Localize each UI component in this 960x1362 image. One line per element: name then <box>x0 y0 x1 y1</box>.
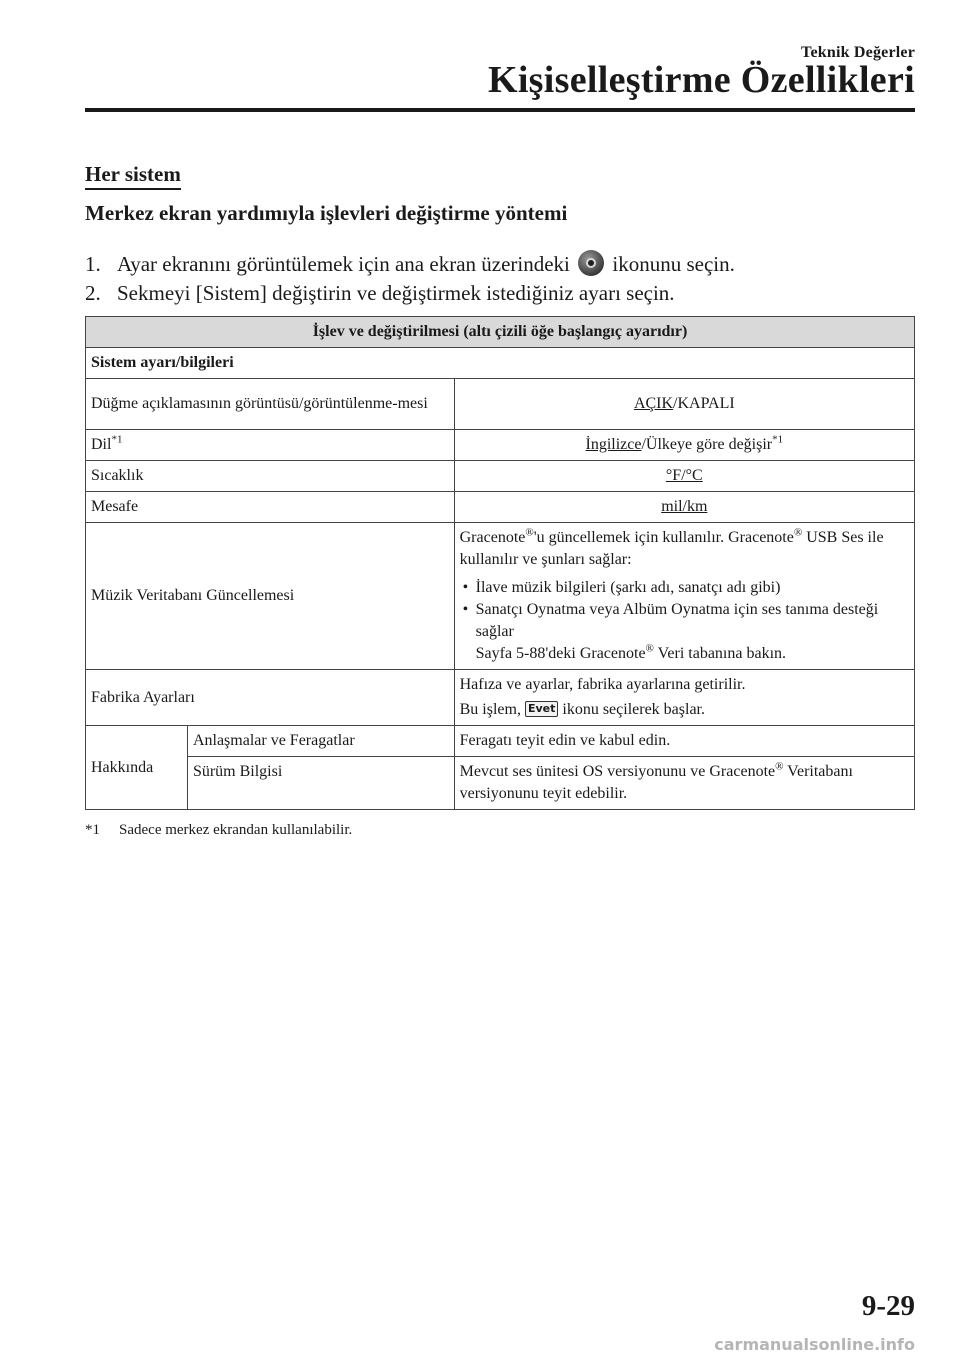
page-number: 9-29 <box>861 1290 915 1322</box>
step-list <box>85 250 915 308</box>
table-row <box>86 523 915 670</box>
step-item <box>85 250 915 279</box>
table-row <box>86 757 915 810</box>
table-row <box>86 670 915 726</box>
factory-line <box>460 699 909 721</box>
music-db-intro <box>460 527 909 571</box>
registered-mark: ® <box>645 642 654 655</box>
table-header-row <box>86 317 915 348</box>
row-label <box>86 430 455 461</box>
text-part: ikonu seçilerek başlar. <box>562 701 705 718</box>
settings-table <box>85 316 915 810</box>
sub-row-label: Anlaşmalar ve Feragatlar <box>187 726 454 757</box>
list-item: • Sanatçı Oynatma veya Albüm Oynatma için ses tanıma desteği sağlar <box>460 599 909 643</box>
settings-icon <box>578 250 604 276</box>
factory-line: Hafıza ve ayarlar, fabrika ayarlarına getirilir. <box>459 676 746 693</box>
step-text: Ayar ekranını görüntülemek için ana ekran üzerindeki <box>117 252 570 276</box>
step-text: ikonunu seçin. <box>612 252 735 276</box>
table-group-label: Sistem ayarı/bilgileri <box>86 348 915 379</box>
footnote-mark: *1 <box>85 822 100 838</box>
row-label-text: Dil <box>91 436 112 453</box>
section-title: Her sistem <box>85 162 181 190</box>
row-label: Sıcaklık <box>86 461 455 492</box>
default-option: °F/°C <box>665 467 703 484</box>
row-label: Müzik Veritabanı Güncellemesi <box>86 523 455 670</box>
evet-button-icon: Evet <box>525 701 558 717</box>
table-row <box>86 461 915 492</box>
page-title: Kişiselleştirme Özellikleri <box>487 59 915 101</box>
row-value <box>454 379 914 430</box>
text-part: Bu işlem, <box>459 701 521 718</box>
default-option: mil/km <box>661 498 708 515</box>
page-reference <box>460 643 909 665</box>
text-part: USB Ses ile kullanılır ve şunları sağlar: <box>459 529 884 568</box>
sub-row-label: Sürüm Bilgisi <box>187 757 454 810</box>
default-option: AÇIK <box>633 395 674 412</box>
watermark: carmanualsonline.info <box>714 1335 915 1354</box>
row-label: Mesafe <box>86 492 455 523</box>
feature-list <box>460 577 909 643</box>
step-text: Sekmeyi [Sistem] değiştirin ve değiştirmek istediğiniz ayarı seçin. <box>117 281 675 305</box>
step-item <box>85 279 915 308</box>
footnote-text: Sadece merkez ekrandan kullanılabilir. <box>119 822 353 838</box>
footnote <box>85 822 352 839</box>
table-row <box>86 379 915 430</box>
default-option: İngilizce <box>585 436 642 453</box>
text-part: Gracenote <box>459 529 526 546</box>
text-part: Veritabanı versiyonunu teyit edebilir. <box>459 763 853 802</box>
footnote-ref: *1 <box>111 433 123 446</box>
row-label: Düğme açıklamasının görüntüsü/görüntülenme-mesi <box>86 379 455 430</box>
row-value <box>454 523 914 670</box>
footnote-ref: *1 <box>772 433 784 446</box>
table-header: İşlev ve değiştirilmesi (altı çizili öğe başlangıç ayarıdır) <box>86 317 915 348</box>
row-value <box>454 670 914 726</box>
table-row <box>86 492 915 523</box>
row-value <box>454 492 914 523</box>
header-divider <box>85 108 915 112</box>
row-label: Hakkında <box>86 726 188 810</box>
table-row <box>86 430 915 461</box>
row-value: Feragatı teyit edin ve kabul edin. <box>454 726 914 757</box>
row-label: Fabrika Ayarları <box>86 670 455 726</box>
registered-mark: ® <box>525 526 534 539</box>
step-number: 1. <box>85 252 101 276</box>
table-group-row <box>86 348 915 379</box>
text-part: Mevcut ses ünitesi OS versiyonunu ve Gracenote <box>459 763 776 780</box>
text-part: 'u güncellemek için kullanılır. Gracenote <box>533 529 794 546</box>
option-rest: /Ülkeye göre değişir <box>641 436 773 453</box>
list-item: • İlave müzik bilgileri (şarkı adı, sanatçı adı gibi) <box>460 577 909 599</box>
step-number: 2. <box>85 281 101 305</box>
chapter-title: Teknik Değerler <box>801 44 915 61</box>
section-subtitle: Merkez ekran yardımıyla işlevleri değiştirme yöntemi <box>85 201 568 225</box>
row-value <box>454 757 914 810</box>
row-value <box>454 461 914 492</box>
row-value <box>454 430 914 461</box>
table-row <box>86 726 915 757</box>
registered-mark: ® <box>793 526 803 539</box>
text-part: Veri tabanına bakın. <box>653 645 787 662</box>
text-part: Sayfa 5-88'deki Gracenote <box>475 645 646 662</box>
registered-mark: ® <box>775 760 784 773</box>
option-rest: /KAPALI <box>673 395 735 412</box>
